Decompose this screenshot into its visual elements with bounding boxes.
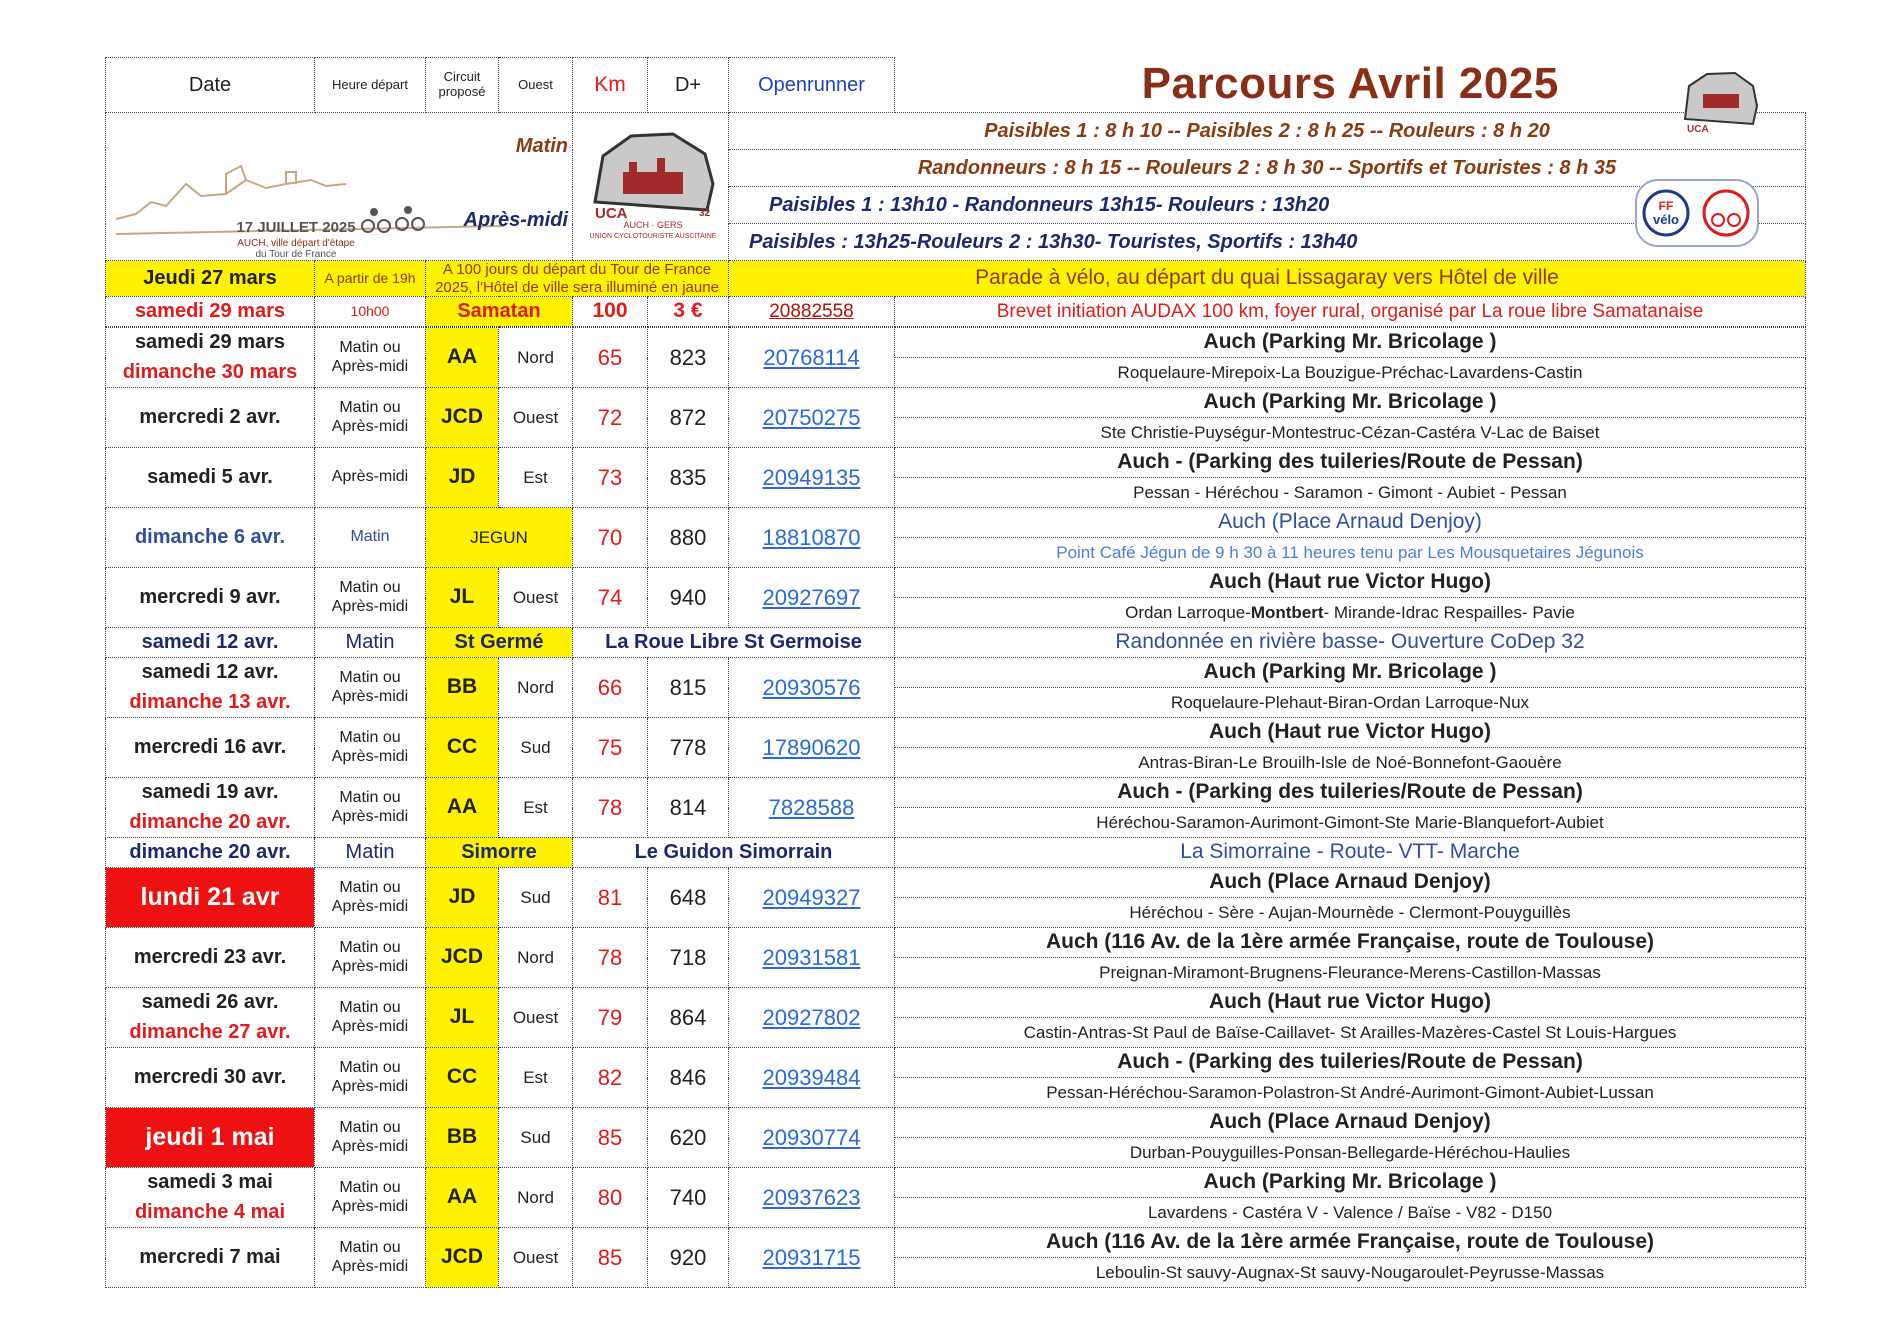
route-row <box>106 718 1806 748</box>
heure-cell: 10h00 <box>315 297 426 327</box>
route-cell: Durban-Pouyguilles-Ponsan-Bellegarde-Héréchou-Haulies <box>895 1138 1806 1168</box>
dplus-cell: 620 <box>648 1108 729 1168</box>
openrunner-link[interactable]: 20949135 <box>762 464 861 490</box>
date-cell: Jeudi 27 mars <box>106 261 315 297</box>
route-row <box>106 568 1806 598</box>
direction-cell: Nord <box>499 1168 573 1228</box>
route-row <box>106 868 1806 898</box>
openrunner-cell <box>729 568 895 628</box>
location-cell: Auch (Haut rue Victor Hugo) <box>895 988 1806 1018</box>
dplus-cell: 814 <box>648 778 729 838</box>
note-cell: A 100 jours du départ du Tour de France 2025, l'Hôtel de ville sera illuminé en jaune <box>426 261 729 297</box>
circuit-cell: BB <box>426 658 499 718</box>
date-cell: lundi 21 avr <box>106 868 315 928</box>
schedule-table <box>105 57 1806 327</box>
date-cell: samedi 3 mai <box>106 1168 315 1198</box>
route-cell: Lavardens - Castéra V - Valence / Baïse - V82 - D150 <box>895 1198 1806 1228</box>
dplus-cell: 920 <box>648 1228 729 1288</box>
date-cell: samedi 19 avr. <box>106 778 315 808</box>
tour-de-france-logo <box>106 113 573 261</box>
openrunner-link[interactable]: 18810870 <box>762 524 861 550</box>
header-row <box>106 58 1806 113</box>
location-cell: Auch - (Parking des tuileries/Route de Pessan) <box>895 1048 1806 1078</box>
circuit-cell: CC <box>426 718 499 778</box>
circuit-cell: JEGUN <box>426 508 573 568</box>
location-cell: Auch (Place Arnaud Denjoy) <box>895 508 1806 538</box>
km-cell: 73 <box>573 448 648 508</box>
date-cell-second: dimanche 30 mars <box>106 358 315 388</box>
location-cell: Auch - (Parking des tuileries/Route de Pessan) <box>895 448 1806 478</box>
openrunner-link[interactable]: 20882558 <box>769 300 854 322</box>
route-cell: Leboulin-St sauvy-Augnax-St sauvy-Nougaroulet-Peyrusse-Massas <box>895 1258 1806 1288</box>
date-cell: dimanche 6 avr. <box>106 508 315 568</box>
heure-cell: Matin ou Après-midi <box>315 1048 426 1108</box>
date-cell: mercredi 9 avr. <box>106 568 315 628</box>
circuit-cell: Simorre <box>426 838 573 868</box>
direction-cell: Sud <box>499 718 573 778</box>
route-cell: Héréchou-Saramon-Aurimont-Gimont-Ste Marie-Blanquefort-Aubiet <box>895 808 1806 838</box>
openrunner-cell <box>729 508 895 568</box>
openrunner-link[interactable]: 20927697 <box>762 584 861 610</box>
openrunner-cell <box>729 778 895 838</box>
location-cell: Auch (Place Arnaud Denjoy) <box>895 1108 1806 1138</box>
openrunner-cell <box>729 388 895 448</box>
km-cell: 72 <box>573 388 648 448</box>
circuit-cell: St Germé <box>426 628 573 658</box>
route-row <box>106 388 1806 418</box>
openrunner-cell <box>729 448 895 508</box>
location-cell: Auch (Parking Mr. Bricolage ) <box>895 658 1806 688</box>
openrunner-link[interactable]: 17890620 <box>762 734 861 760</box>
heure-cell: Matin <box>315 508 426 568</box>
openrunner-cell <box>729 658 895 718</box>
heure-cell: Matin ou Après-midi <box>315 328 426 388</box>
date-cell-second: dimanche 20 avr. <box>106 808 315 838</box>
openrunner-cell <box>729 328 895 388</box>
header-heure: Heure départ <box>315 58 426 113</box>
openrunner-link[interactable]: 20750275 <box>762 404 861 430</box>
route-row <box>106 928 1806 958</box>
date-cell-second: dimanche 13 avr. <box>106 688 315 718</box>
dplus-cell: 880 <box>648 508 729 568</box>
logo-date: 17 JUILLET 2025 <box>236 218 356 236</box>
openrunner-link[interactable]: 20768114 <box>763 344 860 370</box>
date-cell: samedi 26 avr. <box>106 988 315 1018</box>
uca-small-logo <box>1675 64 1765 144</box>
date-cell: mercredi 2 avr. <box>106 388 315 448</box>
circuit-cell: BB <box>426 1108 499 1168</box>
openrunner-cell <box>729 1228 895 1288</box>
date-cell: samedi 29 mars <box>106 297 315 327</box>
date-cell: mercredi 30 avr. <box>106 1048 315 1108</box>
date-cell: samedi 5 avr. <box>106 448 315 508</box>
km-cell: 85 <box>573 1108 648 1168</box>
openrunner-link[interactable]: 20937623 <box>762 1184 861 1210</box>
direction-cell: Nord <box>499 658 573 718</box>
dplus-cell: 872 <box>648 388 729 448</box>
date-cell: mercredi 16 avr. <box>106 718 315 778</box>
openrunner-cell <box>729 1048 895 1108</box>
header-ouest: Ouest <box>499 58 573 113</box>
dplus-cell: 864 <box>648 988 729 1048</box>
route-row <box>106 1168 1806 1198</box>
route-row <box>106 1048 1806 1078</box>
uca-num: 32 <box>699 207 711 219</box>
route-row <box>106 328 1806 358</box>
event-cell: La Simorraine - Route- VTT- Marche <box>895 838 1806 868</box>
direction-cell: Nord <box>499 928 573 988</box>
direction-cell: Ouest <box>499 1228 573 1288</box>
heure-cell: Matin ou Après-midi <box>315 1108 426 1168</box>
heure-cell: Après-midi <box>315 448 426 508</box>
circuit-cell: JL <box>426 988 499 1048</box>
location-cell: Auch (Parking Mr. Bricolage ) <box>895 388 1806 418</box>
circuit-cell: AA <box>426 1168 499 1228</box>
schedule-sheet <box>105 57 1805 1288</box>
openrunner-link[interactable]: 20931581 <box>762 944 861 970</box>
route-row <box>106 628 1806 658</box>
heure-cell: Matin ou Après-midi <box>315 718 426 778</box>
direction-cell: Est <box>499 1048 573 1108</box>
openrunner-cell <box>729 988 895 1048</box>
route-part: Ordan Larroque- <box>1125 602 1251 622</box>
direction-cell: Ouest <box>499 388 573 448</box>
title-cell <box>895 58 1806 113</box>
logo-line2: AUCH, ville départ d'étape <box>237 237 355 249</box>
circuit-cell: JCD <box>426 388 499 448</box>
km-cell: 79 <box>573 988 648 1048</box>
dplus-cell: 846 <box>648 1048 729 1108</box>
location-cell: Auch - (Parking des tuileries/Route de Pessan) <box>895 778 1806 808</box>
km-cell: 82 <box>573 1048 648 1108</box>
openrunner-cell <box>729 718 895 778</box>
circuit-cell: Samatan <box>426 297 573 327</box>
header-circuit: Circuit proposé <box>426 58 499 113</box>
circuit-cell: JCD <box>426 1228 499 1288</box>
header-openrunner: Openrunner <box>729 58 895 113</box>
header-dplus: D+ <box>648 58 729 113</box>
openrunner-link[interactable]: 7828588 <box>768 794 855 820</box>
dplus-cell: 823 <box>648 328 729 388</box>
schedule-matin-2: Randonneurs : 8 h 15 -- Rouleurs 2 : 8 h 30 -- Sportifs et Touristes : 8 h 35 <box>729 150 1806 187</box>
route-cell: Preignan-Miramont-Brugnens-Fleurance-Merens-Castillon-Massas <box>895 958 1806 988</box>
location-cell: Auch (Parking Mr. Bricolage ) <box>895 328 1806 358</box>
dplus-cell: 718 <box>648 928 729 988</box>
route-cell <box>895 598 1806 628</box>
direction-cell: Sud <box>499 1108 573 1168</box>
km-cell: 81 <box>573 868 648 928</box>
location-cell: Auch (Parking Mr. Bricolage ) <box>895 1168 1806 1198</box>
routes-table <box>105 327 1806 1288</box>
header-date: Date <box>106 58 315 113</box>
circuit-cell: JL <box>426 568 499 628</box>
km-cell: 85 <box>573 1228 648 1288</box>
svg-text:vélo: vélo <box>1652 212 1680 227</box>
tour-logo-drawing <box>106 114 504 260</box>
route-row <box>106 1108 1806 1138</box>
event-cell: Randonnée en rivière basse- Ouverture CoDep 32 <box>895 628 1806 658</box>
circuit-cell: JCD <box>426 928 499 988</box>
direction-cell: Ouest <box>499 988 573 1048</box>
direction-cell: Est <box>499 778 573 838</box>
heure-cell: Matin ou Après-midi <box>315 988 426 1048</box>
openrunner-cell <box>729 928 895 988</box>
dplus-cell: 648 <box>648 868 729 928</box>
route-row <box>106 988 1806 1018</box>
heure-cell: Matin ou Après-midi <box>315 778 426 838</box>
heure-cell: Matin ou Après-midi <box>315 928 426 988</box>
date-cell: samedi 29 mars <box>106 328 315 358</box>
heure-cell: Matin ou Après-midi <box>315 1228 426 1288</box>
row-samedi-29-mars <box>106 297 1806 327</box>
route-cell: Ste Christie-Puységur-Montestruc-Cézan-Castéra V-Lac de Baiset <box>895 418 1806 448</box>
km-cell: 65 <box>573 328 648 388</box>
km-cell: 78 <box>573 778 648 838</box>
openrunner-link[interactable]: 20931715 <box>762 1244 861 1270</box>
schedule-matin-1: Paisibles 1 : 8 h 10 -- Paisibles 2 : 8 h 25 -- Rouleurs : 8 h 20 <box>729 113 1806 150</box>
date-cell: mercredi 7 mai <box>106 1228 315 1288</box>
uca-logo <box>573 113 729 261</box>
km-cell: 80 <box>573 1168 648 1228</box>
price-cell: 3 € <box>648 297 729 327</box>
uca-sub: AUCH · GERS <box>623 219 683 230</box>
location-cell: Auch (Haut rue Victor Hugo) <box>895 718 1806 748</box>
km-cell: 74 <box>573 568 648 628</box>
route-cell: Pessan-Héréchou-Saramon-Polastron-St André-Aurimont-Gimont-Aubiet-Lussan <box>895 1078 1806 1108</box>
event-cell: Brevet initiation AUDAX 100 km, foyer rural, organisé par La roue libre Samatanaise <box>895 297 1806 327</box>
route-part-bold: Montbert <box>1250 602 1324 622</box>
date-cell: mercredi 23 avr. <box>106 928 315 988</box>
schedule-apres-1: Paisibles 1 : 13h10 - Randonneurs 13h15- Rouleurs : 13h20 <box>729 187 1806 224</box>
openrunner-cell <box>729 868 895 928</box>
dplus-cell: 835 <box>648 448 729 508</box>
schedule-apres-2: Paisibles : 13h25-Rouleurs 2 : 13h30- Touristes, Sportifs : 13h40 <box>729 224 1806 261</box>
heure-cell: A partir de 19h <box>315 261 426 297</box>
route-cell: Point Café Jégun de 9 h 30 à 11 heures tenu par Les Mousquetaires Jégunois <box>895 538 1806 568</box>
circuit-cell: JD <box>426 448 499 508</box>
heure-cell: Matin ou Après-midi <box>315 658 426 718</box>
club-cell: La Roue Libre St Germoise <box>573 628 895 658</box>
uca-logo-drawing <box>573 114 729 260</box>
openrunner-link[interactable]: 20930576 <box>762 674 861 700</box>
dplus-cell: 815 <box>648 658 729 718</box>
location-cell: Auch (Place Arnaud Denjoy) <box>895 868 1806 898</box>
event-cell: Parade à vélo, au départ du quai Lissagaray vers Hôtel de ville <box>729 261 1806 297</box>
direction-cell: Sud <box>499 868 573 928</box>
club-cell: Le Guidon Simorrain <box>573 838 895 868</box>
dplus-cell: 740 <box>648 1168 729 1228</box>
date-cell: samedi 12 avr. <box>106 628 315 658</box>
km-cell: 66 <box>573 658 648 718</box>
openrunner-cell <box>729 297 895 327</box>
date-cell-second: dimanche 27 avr. <box>106 1018 315 1048</box>
route-cell: Castin-Antras-St Paul de Baïse-Caillavet- St Arailles-Mazères-Castel St Louis-Hargues <box>895 1018 1806 1048</box>
km-cell: 78 <box>573 928 648 988</box>
route-cell: Pessan - Héréchou - Saramon - Gimont - Aubiet - Pessan <box>895 478 1806 508</box>
route-row <box>106 778 1806 808</box>
route-row <box>106 448 1806 478</box>
route-cell: Roquelaure-Mirepoix-La Bouzigue-Préchac-Lavardens-Castin <box>895 358 1806 388</box>
route-row <box>106 508 1806 538</box>
location-cell: Auch (116 Av. de la 1ère armée Française, route de Toulouse) <box>895 928 1806 958</box>
logo-line3: du Tour de France <box>255 248 337 260</box>
route-row <box>106 838 1806 868</box>
route-cell: Antras-Biran-Le Brouilh-Isle de Noé-Bonnefont-Gaouère <box>895 748 1806 778</box>
heure-cell: Matin ou Après-midi <box>315 388 426 448</box>
heure-cell: Matin ou Après-midi <box>315 568 426 628</box>
uca-text: UCA <box>595 204 628 222</box>
circuit-cell: CC <box>426 1048 499 1108</box>
openrunner-cell <box>729 1108 895 1168</box>
ffvelo-logo <box>1634 178 1760 248</box>
date-cell: samedi 12 avr. <box>106 658 315 688</box>
route-row <box>106 1228 1806 1258</box>
openrunner-cell <box>729 1168 895 1228</box>
route-part: - Mirande-Idrac Respailles- Pavie <box>1323 602 1575 622</box>
location-cell: Auch (Haut rue Victor Hugo) <box>895 568 1806 598</box>
svg-text:FF: FF <box>1658 199 1674 213</box>
route-cell: Roquelaure-Plehaut-Biran-Ordan Larroque-Nux <box>895 688 1806 718</box>
svg-text:UCA: UCA <box>1687 124 1709 135</box>
openrunner-link[interactable]: 20939484 <box>762 1064 861 1090</box>
circuit-cell: AA <box>426 328 499 388</box>
dplus-cell: 778 <box>648 718 729 778</box>
km-cell: 100 <box>573 297 648 327</box>
uca-bottom: UNION CYCLOTOURISTE AUSCITAINE <box>589 232 717 240</box>
route-cell: Héréchou - Sère - Aujan-Mournède - Clermont-Pouyguillès <box>895 898 1806 928</box>
circuit-cell: JD <box>426 868 499 928</box>
heure-cell: Matin ou Après-midi <box>315 1168 426 1228</box>
km-cell: 70 <box>573 508 648 568</box>
openrunner-link[interactable]: 20930774 <box>762 1124 861 1150</box>
direction-cell: Nord <box>499 328 573 388</box>
openrunner-link[interactable]: 20949327 <box>762 884 861 910</box>
header-km: Km <box>573 58 648 113</box>
date-cell-second: dimanche 4 mai <box>106 1198 315 1228</box>
heure-cell: Matin <box>315 838 426 868</box>
km-cell: 75 <box>573 718 648 778</box>
apres-label: Après-midi <box>463 209 568 231</box>
direction-cell: Est <box>499 448 573 508</box>
openrunner-link[interactable]: 20927802 <box>762 1004 861 1030</box>
dplus-cell: 940 <box>648 568 729 628</box>
route-row <box>106 658 1806 688</box>
date-cell: jeudi 1 mai <box>106 1108 315 1168</box>
circuit-cell: AA <box>426 778 499 838</box>
row-jeudi-27-mars <box>106 261 1806 297</box>
heure-cell: Matin ou Après-midi <box>315 868 426 928</box>
heure-cell: Matin <box>315 628 426 658</box>
location-cell: Auch (116 Av. de la 1ère armée Française, route de Toulouse) <box>895 1228 1806 1258</box>
matin-label: Matin <box>515 135 568 157</box>
date-cell: dimanche 20 avr. <box>106 838 315 868</box>
direction-cell: Ouest <box>499 568 573 628</box>
page-title: Parcours Avril 2025 <box>1141 59 1559 109</box>
